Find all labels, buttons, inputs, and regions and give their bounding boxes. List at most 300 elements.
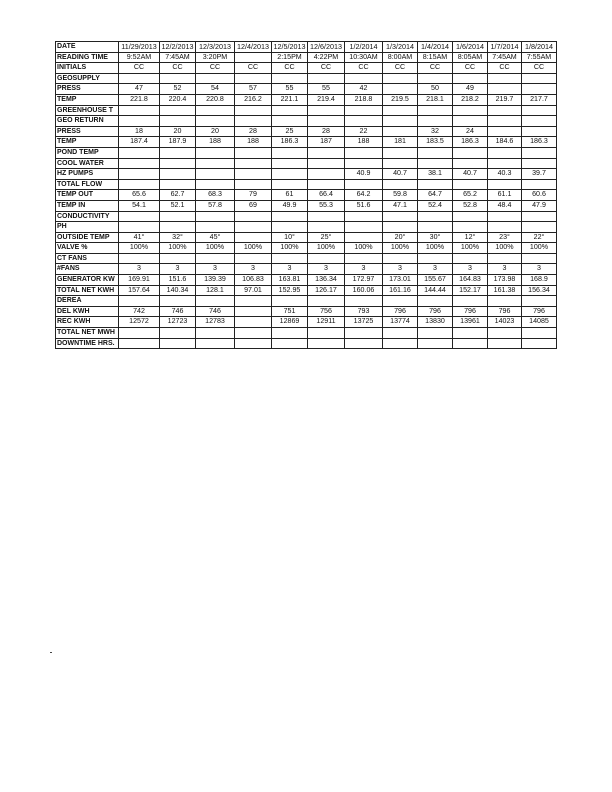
table-cell: 20° xyxy=(383,232,418,243)
table-cell: 48.4 xyxy=(488,200,522,211)
table-cell xyxy=(488,211,522,222)
table-cell: 155.67 xyxy=(418,275,453,286)
table-cell: 32 xyxy=(418,126,453,137)
date-cell: 1/6/2014 xyxy=(453,42,488,53)
table-cell xyxy=(272,338,308,349)
table-cell xyxy=(345,296,383,307)
table-cell xyxy=(119,296,160,307)
table-cell: 52.8 xyxy=(453,200,488,211)
row-label: VALVE % xyxy=(56,243,119,254)
table-cell: 22 xyxy=(345,126,383,137)
table-cell: 157.64 xyxy=(119,285,160,296)
table-cell xyxy=(196,296,235,307)
table-cell xyxy=(453,296,488,307)
table-cell xyxy=(418,328,453,339)
table-cell: 7:45AM xyxy=(160,52,196,63)
table-cell: 3 xyxy=(418,264,453,275)
table-cell xyxy=(522,73,557,84)
table-cell: 8:05AM xyxy=(453,52,488,63)
table-cell xyxy=(453,211,488,222)
table-cell: CC xyxy=(272,63,308,74)
table-cell: CC xyxy=(453,63,488,74)
table-cell: 140.34 xyxy=(160,285,196,296)
table-cell xyxy=(522,179,557,190)
table-cell: 3 xyxy=(119,264,160,275)
date-cell: 1/4/2014 xyxy=(418,42,453,53)
row-label: GENERATOR KW xyxy=(56,275,119,286)
table-cell: 28 xyxy=(235,126,272,137)
table-cell xyxy=(272,158,308,169)
table-cell xyxy=(345,105,383,116)
table-row xyxy=(56,306,557,317)
table-cell xyxy=(196,338,235,349)
table-cell: 106.83 xyxy=(235,275,272,286)
table-cell: 59.8 xyxy=(383,190,418,201)
table-cell: 181 xyxy=(383,137,418,148)
table-cell xyxy=(308,296,345,307)
row-label: GEOSUPPLY xyxy=(56,73,119,84)
table-cell xyxy=(453,147,488,158)
table-cell xyxy=(235,306,272,317)
table-cell xyxy=(418,222,453,233)
table-cell: 793 xyxy=(345,306,383,317)
table-row xyxy=(56,84,557,95)
table-cell: CC xyxy=(522,63,557,74)
table-cell xyxy=(272,105,308,116)
table-cell: 69 xyxy=(235,200,272,211)
table-cell: 45° xyxy=(196,232,235,243)
row-label: GEO RETURN xyxy=(56,116,119,127)
table-cell: 218.2 xyxy=(453,94,488,105)
table-cell xyxy=(160,116,196,127)
table-cell xyxy=(160,73,196,84)
table-cell: 65.2 xyxy=(453,190,488,201)
table-cell: 3 xyxy=(160,264,196,275)
table-cell xyxy=(235,147,272,158)
table-cell: 52.4 xyxy=(418,200,453,211)
table-cell xyxy=(308,73,345,84)
table-cell xyxy=(235,317,272,328)
table-cell xyxy=(522,126,557,137)
table-cell xyxy=(160,169,196,180)
table-cell xyxy=(160,158,196,169)
table-cell xyxy=(522,253,557,264)
table-cell: 97.01 xyxy=(235,285,272,296)
table-cell xyxy=(383,296,418,307)
table-cell xyxy=(418,116,453,127)
date-cell: 1/3/2014 xyxy=(383,42,418,53)
table-cell: CC xyxy=(345,63,383,74)
table-cell: 136.34 xyxy=(308,275,345,286)
table-cell: CC xyxy=(418,63,453,74)
table-cell xyxy=(488,158,522,169)
table-cell xyxy=(196,169,235,180)
table-cell xyxy=(196,116,235,127)
table-cell: 22° xyxy=(522,232,557,243)
row-label: READING TIME xyxy=(56,52,119,63)
table-cell: CC xyxy=(235,63,272,74)
table-cell xyxy=(196,211,235,222)
row-label: REC KWH xyxy=(56,317,119,328)
table-cell xyxy=(160,179,196,190)
table-cell: 221.1 xyxy=(272,94,308,105)
table-cell xyxy=(160,211,196,222)
table-cell xyxy=(272,211,308,222)
table-cell: 62.7 xyxy=(160,190,196,201)
table-cell: 3 xyxy=(383,264,418,275)
row-label: CT FANS xyxy=(56,253,119,264)
table-cell xyxy=(453,338,488,349)
table-cell xyxy=(272,328,308,339)
table-cell xyxy=(119,222,160,233)
table-cell xyxy=(308,179,345,190)
table-cell: 40.7 xyxy=(383,169,418,180)
table-cell: 14023 xyxy=(488,317,522,328)
table-cell: 796 xyxy=(488,306,522,317)
table-cell xyxy=(418,158,453,169)
table-cell: 12723 xyxy=(160,317,196,328)
table-row xyxy=(56,73,557,84)
table-cell: 12911 xyxy=(308,317,345,328)
table-cell xyxy=(453,105,488,116)
row-label: COOL WATER xyxy=(56,158,119,169)
table-cell xyxy=(383,116,418,127)
table-row xyxy=(56,296,557,307)
table-cell xyxy=(418,296,453,307)
table-cell: 3 xyxy=(235,264,272,275)
table-row xyxy=(56,126,557,137)
table-cell xyxy=(453,158,488,169)
table-cell xyxy=(522,296,557,307)
table-cell: 13830 xyxy=(418,317,453,328)
table-cell: 218.1 xyxy=(418,94,453,105)
table-cell: 151.6 xyxy=(160,275,196,286)
table-row xyxy=(56,232,557,243)
table-cell xyxy=(488,253,522,264)
table-cell: 14085 xyxy=(522,317,557,328)
table-cell: 100% xyxy=(345,243,383,254)
table-cell: 2:15PM xyxy=(272,52,308,63)
table-cell: 66.4 xyxy=(308,190,345,201)
table-cell xyxy=(453,73,488,84)
row-label: TEMP xyxy=(56,137,119,148)
table-cell xyxy=(119,158,160,169)
table-cell: 57 xyxy=(235,84,272,95)
table-cell: 219.5 xyxy=(383,94,418,105)
table-cell: 100% xyxy=(453,243,488,254)
row-label: DEL KWH xyxy=(56,306,119,317)
table-cell: 186.3 xyxy=(453,137,488,148)
table-cell: 47 xyxy=(119,84,160,95)
table-cell: 9:52AM xyxy=(119,52,160,63)
table-cell xyxy=(160,296,196,307)
table-cell: 169.91 xyxy=(119,275,160,286)
row-label: HZ PUMPS xyxy=(56,169,119,180)
row-label: TEMP IN xyxy=(56,200,119,211)
table-cell: 100% xyxy=(522,243,557,254)
table-row xyxy=(56,338,557,349)
table-cell xyxy=(345,232,383,243)
table-cell xyxy=(522,158,557,169)
table-cell: 13961 xyxy=(453,317,488,328)
table-cell: 61.1 xyxy=(488,190,522,201)
table-row xyxy=(56,200,557,211)
table-cell: 40.3 xyxy=(488,169,522,180)
table-cell xyxy=(308,158,345,169)
table-cell xyxy=(418,105,453,116)
table-cell: 7:55AM xyxy=(522,52,557,63)
table-cell xyxy=(235,158,272,169)
table-cell: 128.1 xyxy=(196,285,235,296)
table-cell: 220.8 xyxy=(196,94,235,105)
table-cell xyxy=(522,147,557,158)
table-row xyxy=(56,63,557,74)
table-cell xyxy=(383,328,418,339)
table-cell xyxy=(235,328,272,339)
table-cell: 65.6 xyxy=(119,190,160,201)
table-row xyxy=(56,285,557,296)
table-cell: 100% xyxy=(272,243,308,254)
table-cell: 168.9 xyxy=(522,275,557,286)
date-cell: 12/3/2013 xyxy=(196,42,235,53)
date-cell: 12/2/2013 xyxy=(160,42,196,53)
table-cell: 3 xyxy=(453,264,488,275)
table-cell: 52 xyxy=(160,84,196,95)
table-cell: 52.1 xyxy=(160,200,196,211)
table-cell: 64.2 xyxy=(345,190,383,201)
table-cell xyxy=(235,338,272,349)
table-row xyxy=(56,137,557,148)
table-cell xyxy=(383,84,418,95)
table-cell xyxy=(160,338,196,349)
table-cell xyxy=(308,116,345,127)
table-cell: 100% xyxy=(160,243,196,254)
table-cell xyxy=(196,179,235,190)
table-cell xyxy=(308,222,345,233)
table-cell xyxy=(345,328,383,339)
table-cell xyxy=(196,105,235,116)
table-cell xyxy=(488,296,522,307)
table-cell: 40.9 xyxy=(345,169,383,180)
table-row xyxy=(56,169,557,180)
table-cell xyxy=(488,179,522,190)
table-cell: 3 xyxy=(522,264,557,275)
table-cell: 188 xyxy=(235,137,272,148)
row-label: DOWNTIME HRS. xyxy=(56,338,119,349)
table-cell xyxy=(272,169,308,180)
table-cell: 152.17 xyxy=(453,285,488,296)
table-row xyxy=(56,190,557,201)
table-cell: 28 xyxy=(308,126,345,137)
table-cell xyxy=(308,211,345,222)
table-cell xyxy=(119,338,160,349)
table-cell: 12° xyxy=(453,232,488,243)
table-cell: 47.9 xyxy=(522,200,557,211)
table-cell xyxy=(235,116,272,127)
table-cell xyxy=(119,105,160,116)
table-cell xyxy=(345,179,383,190)
table-cell xyxy=(488,126,522,137)
table-cell: 188 xyxy=(196,137,235,148)
table-cell xyxy=(488,222,522,233)
table-cell xyxy=(160,105,196,116)
table-cell xyxy=(418,253,453,264)
table-cell xyxy=(453,328,488,339)
table-cell: 41° xyxy=(119,232,160,243)
date-cell: 1/7/2014 xyxy=(488,42,522,53)
table-row xyxy=(56,328,557,339)
table-cell: 30° xyxy=(418,232,453,243)
table-cell: 163.81 xyxy=(272,275,308,286)
table-cell xyxy=(418,179,453,190)
table-cell: 100% xyxy=(196,243,235,254)
table-cell xyxy=(235,52,272,63)
table-row xyxy=(56,147,557,158)
table-cell xyxy=(383,338,418,349)
table-cell: 54 xyxy=(196,84,235,95)
table-cell: 756 xyxy=(308,306,345,317)
table-cell xyxy=(119,211,160,222)
table-cell: 152.95 xyxy=(272,285,308,296)
table-cell: 24 xyxy=(453,126,488,137)
table-cell xyxy=(272,147,308,158)
table-cell: 20 xyxy=(196,126,235,137)
reading-log-table xyxy=(55,41,557,349)
row-label: #FANS xyxy=(56,264,119,275)
table-cell xyxy=(488,328,522,339)
table-cell: 187.4 xyxy=(119,137,160,148)
table-cell xyxy=(418,73,453,84)
table-cell xyxy=(272,73,308,84)
table-cell xyxy=(522,222,557,233)
table-cell: 7:45AM xyxy=(488,52,522,63)
date-cell: 1/8/2014 xyxy=(522,42,557,53)
table-cell: 3:20PM xyxy=(196,52,235,63)
table-cell xyxy=(345,116,383,127)
table-cell: 156.34 xyxy=(522,285,557,296)
table-cell: 100% xyxy=(119,243,160,254)
table-cell xyxy=(345,338,383,349)
table-cell: 32° xyxy=(160,232,196,243)
table-cell xyxy=(345,211,383,222)
table-cell xyxy=(488,338,522,349)
table-cell xyxy=(235,169,272,180)
table-cell: CC xyxy=(196,63,235,74)
table-cell: 3 xyxy=(272,264,308,275)
table-cell xyxy=(383,158,418,169)
table-cell xyxy=(383,222,418,233)
table-cell xyxy=(383,147,418,158)
table-cell xyxy=(160,222,196,233)
table-cell xyxy=(272,253,308,264)
table-cell: 188 xyxy=(345,137,383,148)
table-cell xyxy=(308,105,345,116)
table-cell xyxy=(272,222,308,233)
table-cell: 186.3 xyxy=(272,137,308,148)
table-cell: 100% xyxy=(308,243,345,254)
table-cell: 50 xyxy=(418,84,453,95)
table-cell: CC xyxy=(160,63,196,74)
date-cell: 12/6/2013 xyxy=(308,42,345,53)
table-cell xyxy=(196,253,235,264)
table-cell: 10:30AM xyxy=(345,52,383,63)
table-row xyxy=(56,317,557,328)
table-cell xyxy=(488,116,522,127)
row-label: PH xyxy=(56,222,119,233)
row-label: TEMP xyxy=(56,94,119,105)
table-cell xyxy=(522,116,557,127)
table-cell xyxy=(160,147,196,158)
table-cell xyxy=(522,328,557,339)
table-cell: CC xyxy=(308,63,345,74)
table-cell xyxy=(383,211,418,222)
table-cell xyxy=(383,253,418,264)
table-cell xyxy=(308,169,345,180)
table-cell: CC xyxy=(119,63,160,74)
table-cell: 742 xyxy=(119,306,160,317)
table-cell: 751 xyxy=(272,306,308,317)
table-cell xyxy=(453,179,488,190)
table-row xyxy=(56,243,557,254)
table-cell: 20 xyxy=(160,126,196,137)
table-cell xyxy=(235,211,272,222)
table-cell: 38.1 xyxy=(418,169,453,180)
table-cell: 746 xyxy=(160,306,196,317)
table-cell xyxy=(453,253,488,264)
table-cell xyxy=(196,73,235,84)
table-cell xyxy=(272,296,308,307)
table-cell: 216.2 xyxy=(235,94,272,105)
table-cell: 12783 xyxy=(196,317,235,328)
table-cell xyxy=(272,116,308,127)
date-cell: 1/2/2014 xyxy=(345,42,383,53)
table-cell xyxy=(196,222,235,233)
table-cell: 39.7 xyxy=(522,169,557,180)
table-cell: 54.1 xyxy=(119,200,160,211)
table-cell xyxy=(522,105,557,116)
table-cell: 187 xyxy=(308,137,345,148)
table-row xyxy=(56,275,557,286)
table-cell: 187.9 xyxy=(160,137,196,148)
table-cell: 8:00AM xyxy=(383,52,418,63)
table-cell xyxy=(453,222,488,233)
table-cell: 18 xyxy=(119,126,160,137)
table-cell: 8:15AM xyxy=(418,52,453,63)
table-cell xyxy=(272,179,308,190)
table-cell: 746 xyxy=(196,306,235,317)
table-row xyxy=(56,52,557,63)
table-cell xyxy=(453,116,488,127)
table-row xyxy=(56,264,557,275)
table-row xyxy=(56,222,557,233)
table-cell xyxy=(345,222,383,233)
table-cell xyxy=(235,222,272,233)
table-cell: 126.17 xyxy=(308,285,345,296)
table-cell xyxy=(119,147,160,158)
table-cell xyxy=(345,73,383,84)
row-label: TOTAL FLOW xyxy=(56,179,119,190)
table-row xyxy=(56,158,557,169)
table-cell: 796 xyxy=(453,306,488,317)
table-cell: 173.98 xyxy=(488,275,522,286)
table-cell xyxy=(196,158,235,169)
table-cell: 219.4 xyxy=(308,94,345,105)
table-cell xyxy=(488,105,522,116)
table-cell: 3 xyxy=(488,264,522,275)
table-cell: 3 xyxy=(196,264,235,275)
table-cell xyxy=(196,328,235,339)
table-cell: 220.4 xyxy=(160,94,196,105)
